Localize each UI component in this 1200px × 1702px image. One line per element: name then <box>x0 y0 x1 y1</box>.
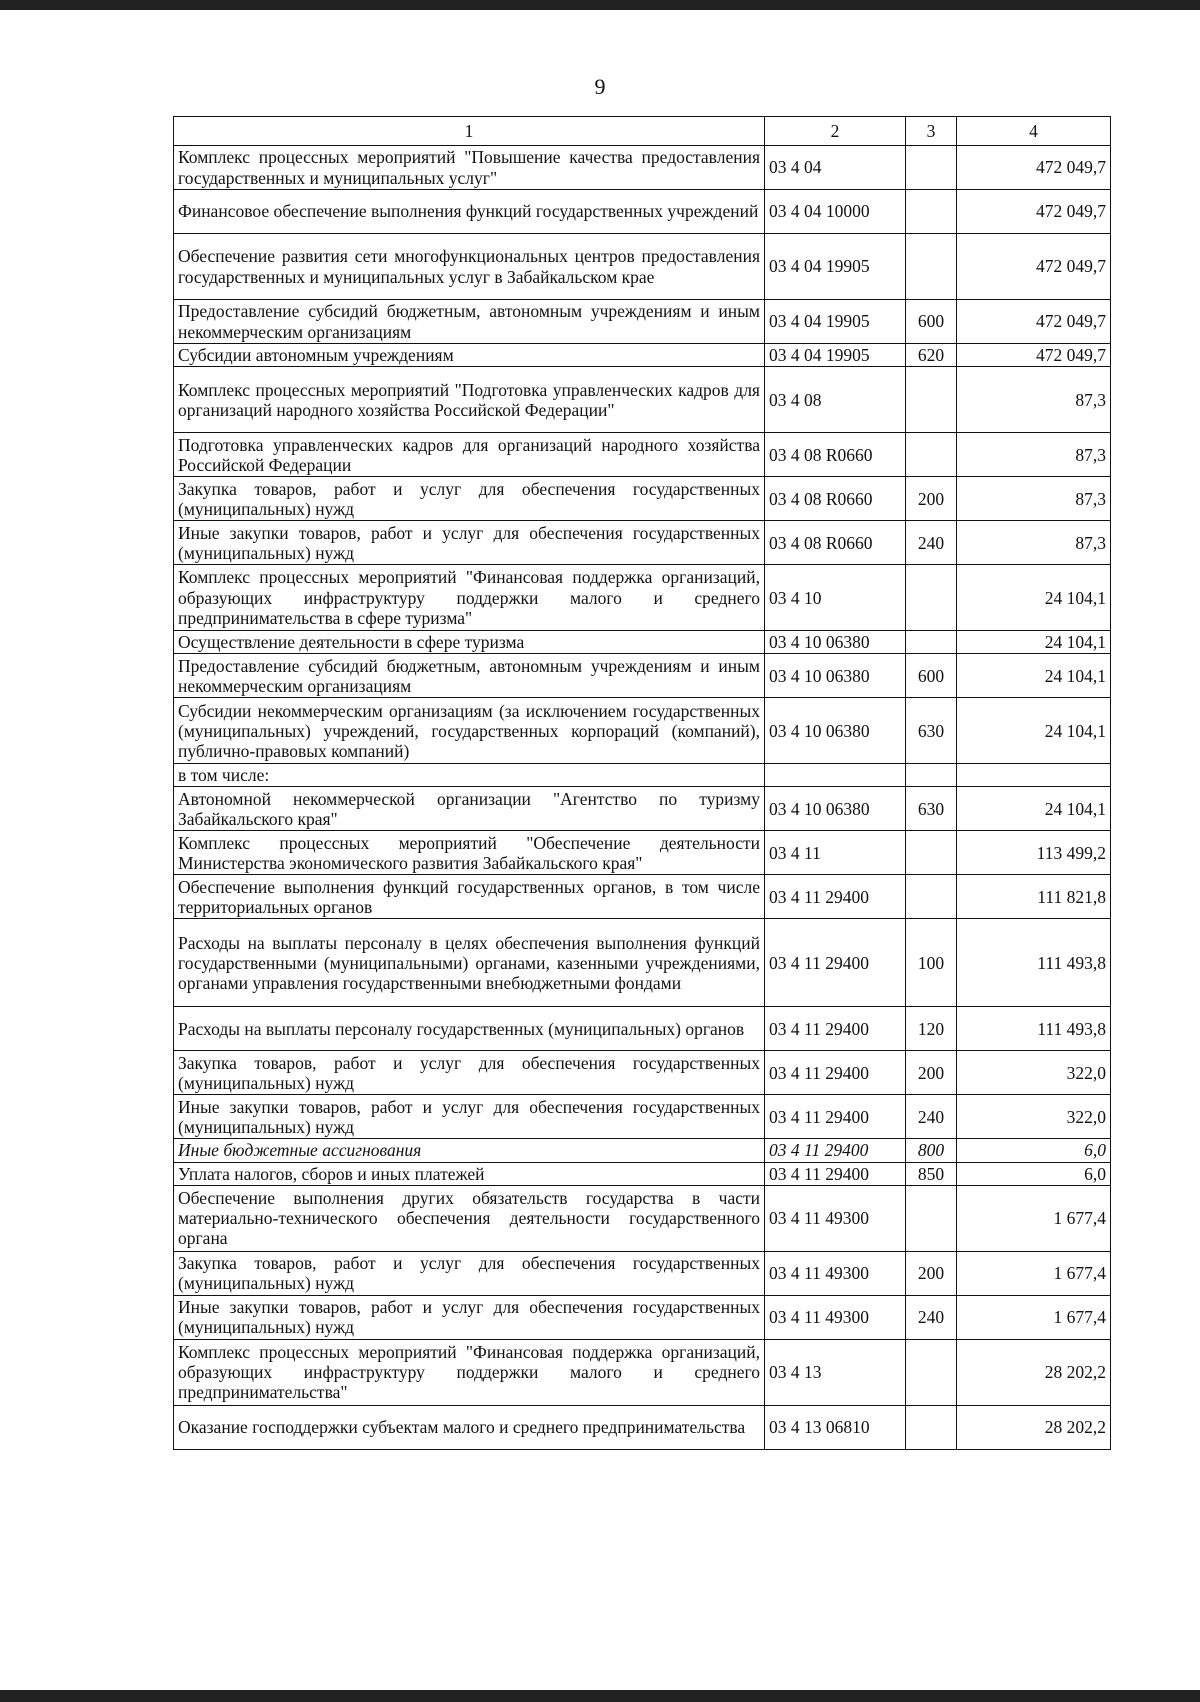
table-row <box>174 234 1111 300</box>
cell-amount: 111 493,8 <box>957 1007 1111 1051</box>
table-row <box>174 764 1111 787</box>
cell-code: 03 4 11 29400 <box>765 1051 906 1095</box>
column-header: 2 <box>765 117 906 146</box>
cell-code: 03 4 10 06380 <box>765 654 906 698</box>
cell-kind: 120 <box>906 1007 957 1051</box>
table-row <box>174 1162 1111 1185</box>
cell-kind: 600 <box>906 300 957 344</box>
cell-code: 03 4 08 R0660 <box>765 477 906 521</box>
cell-amount: 87,3 <box>957 477 1111 521</box>
cell-code: 03 4 10 06380 <box>765 698 906 764</box>
cell-kind <box>906 831 957 875</box>
cell-kind <box>906 764 957 787</box>
cell-name: Предоставление субсидий бюджетным, автономным учреждениям и иным некоммерческим организациям <box>174 300 765 344</box>
table-row <box>174 1185 1111 1251</box>
cell-name: Закупка товаров, работ и услуг для обеспечения государственных (муниципальных) нужд <box>174 1251 765 1295</box>
cell-kind <box>906 234 957 300</box>
cell-code: 03 4 11 29400 <box>765 1162 906 1185</box>
cell-code: 03 4 04 19905 <box>765 300 906 344</box>
cell-code: 03 4 08 R0660 <box>765 521 906 565</box>
cell-kind <box>906 1339 957 1405</box>
cell-code: 03 4 04 19905 <box>765 234 906 300</box>
table-row <box>174 698 1111 764</box>
table-row <box>174 1051 1111 1095</box>
table-row <box>174 1405 1111 1449</box>
cell-kind: 620 <box>906 344 957 367</box>
table-row <box>174 654 1111 698</box>
cell-name: Иные закупки товаров, работ и услуг для обеспечения государственных (муниципальных) нужд <box>174 1095 765 1139</box>
cell-name: Комплекс процессных мероприятий "Финансовая поддержка организаций, образующих инфраструктуру поддержки малого и среднего предпринимательства в сфере туризма" <box>174 565 765 631</box>
cell-kind <box>906 367 957 433</box>
cell-kind: 630 <box>906 698 957 764</box>
table-row <box>174 919 1111 1007</box>
cell-code: 03 4 11 29400 <box>765 919 906 1007</box>
cell-code: 03 4 11 49300 <box>765 1251 906 1295</box>
cell-amount: 111 821,8 <box>957 875 1111 919</box>
cell-kind: 100 <box>906 919 957 1007</box>
cell-kind <box>906 190 957 234</box>
scan-top-edge <box>0 0 1200 10</box>
cell-code: 03 4 11 49300 <box>765 1295 906 1339</box>
table-row <box>174 1251 1111 1295</box>
table-row <box>174 190 1111 234</box>
header-row <box>174 117 1111 146</box>
cell-amount: 24 104,1 <box>957 631 1111 654</box>
table-body <box>174 146 1111 1450</box>
cell-amount: 6,0 <box>957 1162 1111 1185</box>
cell-amount: 24 104,1 <box>957 654 1111 698</box>
cell-amount: 1 677,4 <box>957 1185 1111 1251</box>
cell-amount: 87,3 <box>957 433 1111 477</box>
table-row <box>174 565 1111 631</box>
table-row <box>174 521 1111 565</box>
table-row <box>174 433 1111 477</box>
cell-amount <box>957 764 1111 787</box>
cell-code: 03 4 11 29400 <box>765 875 906 919</box>
table-row <box>174 146 1111 190</box>
cell-amount: 28 202,2 <box>957 1339 1111 1405</box>
cell-amount: 472 049,7 <box>957 234 1111 300</box>
column-header: 3 <box>906 117 957 146</box>
cell-name: Оказание господдержки субъектам малого и среднего предпринимательства <box>174 1405 765 1449</box>
cell-kind <box>906 565 957 631</box>
budget-table <box>173 116 1111 1450</box>
cell-name: Субсидии автономным учреждениям <box>174 344 765 367</box>
cell-code: 03 4 11 <box>765 831 906 875</box>
cell-kind: 200 <box>906 1051 957 1095</box>
table-row <box>174 831 1111 875</box>
table-row <box>174 300 1111 344</box>
cell-amount: 24 104,1 <box>957 565 1111 631</box>
cell-kind: 200 <box>906 477 957 521</box>
cell-amount: 472 049,7 <box>957 344 1111 367</box>
cell-amount: 24 104,1 <box>957 698 1111 764</box>
cell-amount: 1 677,4 <box>957 1295 1111 1339</box>
cell-kind: 600 <box>906 654 957 698</box>
cell-amount: 322,0 <box>957 1095 1111 1139</box>
cell-amount: 472 049,7 <box>957 300 1111 344</box>
cell-code: 03 4 13 <box>765 1339 906 1405</box>
cell-kind <box>906 1185 957 1251</box>
cell-code: 03 4 10 <box>765 565 906 631</box>
page-number: 9 <box>594 74 606 99</box>
cell-name: Закупка товаров, работ и услуг для обеспечения государственных (муниципальных) нужд <box>174 477 765 521</box>
cell-name: Иные закупки товаров, работ и услуг для обеспечения государственных (муниципальных) нужд <box>174 521 765 565</box>
cell-code: 03 4 11 29400 <box>765 1139 906 1162</box>
cell-name: Иные бюджетные ассигнования <box>174 1139 765 1162</box>
cell-amount: 472 049,7 <box>957 190 1111 234</box>
table-row <box>174 1095 1111 1139</box>
cell-name: Обеспечение развития сети многофункциональных центров предоставления государственных и муниципальных услуг в Забайкальском крае <box>174 234 765 300</box>
cell-name: Субсидии некоммерческим организациям (за исключением государственных (муниципальных) учреждений, государственных корпораций (компаний), публично-правовых компаний) <box>174 698 765 764</box>
cell-name: Обеспечение выполнения функций государственных органов, в том числе территориальных органов <box>174 875 765 919</box>
cell-amount: 1 677,4 <box>957 1251 1111 1295</box>
column-header: 1 <box>174 117 765 146</box>
table-row <box>174 875 1111 919</box>
cell-kind <box>906 433 957 477</box>
cell-code: 03 4 11 29400 <box>765 1007 906 1051</box>
cell-code: 03 4 11 49300 <box>765 1185 906 1251</box>
table-row <box>174 344 1111 367</box>
cell-kind <box>906 1405 957 1449</box>
table-row <box>174 1339 1111 1405</box>
cell-code: 03 4 11 29400 <box>765 1095 906 1139</box>
cell-kind: 240 <box>906 1295 957 1339</box>
cell-code: 03 4 08 <box>765 367 906 433</box>
cell-kind: 800 <box>906 1139 957 1162</box>
cell-name: Комплекс процессных мероприятий "Повышение качества предоставления государственных и муниципальных услуг" <box>174 146 765 190</box>
cell-name: Комплекс процессных мероприятий "Подготовка управленческих кадров для организаций народного хозяйства Российской Федерации" <box>174 367 765 433</box>
cell-amount: 87,3 <box>957 521 1111 565</box>
cell-name: Иные закупки товаров, работ и услуг для обеспечения государственных (муниципальных) нужд <box>174 1295 765 1339</box>
cell-name: Финансовое обеспечение выполнения функций государственных учреждений <box>174 190 765 234</box>
table-row <box>174 1139 1111 1162</box>
cell-code: 03 4 04 <box>765 146 906 190</box>
cell-code: 03 4 10 06380 <box>765 631 906 654</box>
cell-name: Закупка товаров, работ и услуг для обеспечения государственных (муниципальных) нужд <box>174 1051 765 1095</box>
cell-code: 03 4 08 R0660 <box>765 433 906 477</box>
cell-code <box>765 764 906 787</box>
column-header: 4 <box>957 117 1111 146</box>
cell-amount: 472 049,7 <box>957 146 1111 190</box>
cell-kind: 240 <box>906 1095 957 1139</box>
cell-name: Осуществление деятельности в сфере туризма <box>174 631 765 654</box>
cell-code: 03 4 10 06380 <box>765 787 906 831</box>
cell-kind <box>906 631 957 654</box>
cell-name: Комплекс процессных мероприятий "Финансовая поддержка организаций, образующих инфраструктуру поддержки малого и среднего предпринимательства" <box>174 1339 765 1405</box>
cell-amount: 113 499,2 <box>957 831 1111 875</box>
cell-amount: 87,3 <box>957 367 1111 433</box>
table-row <box>174 631 1111 654</box>
cell-name: в том числе: <box>174 764 765 787</box>
cell-amount: 6,0 <box>957 1139 1111 1162</box>
cell-name: Подготовка управленческих кадров для организаций народного хозяйства Российской Федерации <box>174 433 765 477</box>
cell-amount: 28 202,2 <box>957 1405 1111 1449</box>
table-row <box>174 477 1111 521</box>
cell-code: 03 4 04 10000 <box>765 190 906 234</box>
cell-kind <box>906 875 957 919</box>
table-row <box>174 1007 1111 1051</box>
cell-name: Обеспечение выполнения других обязательств государства в части материально-технического обеспечения деятельности государственного органа <box>174 1185 765 1251</box>
cell-kind: 240 <box>906 521 957 565</box>
scan-bottom-edge <box>0 1690 1200 1702</box>
cell-kind <box>906 146 957 190</box>
cell-amount: 322,0 <box>957 1051 1111 1095</box>
cell-name: Автономной некоммерческой организации "Агентство по туризму Забайкальского края" <box>174 787 765 831</box>
cell-name: Расходы на выплаты персоналу государственных (муниципальных) органов <box>174 1007 765 1051</box>
table-row <box>174 787 1111 831</box>
cell-amount: 24 104,1 <box>957 787 1111 831</box>
cell-code: 03 4 04 19905 <box>765 344 906 367</box>
cell-name: Предоставление субсидий бюджетным, автономным учреждениям и иным некоммерческим организациям <box>174 654 765 698</box>
table-row <box>174 367 1111 433</box>
cell-name: Уплата налогов, сборов и иных платежей <box>174 1162 765 1185</box>
cell-kind: 200 <box>906 1251 957 1295</box>
cell-amount: 111 493,8 <box>957 919 1111 1007</box>
cell-kind: 630 <box>906 787 957 831</box>
cell-kind: 850 <box>906 1162 957 1185</box>
cell-code: 03 4 13 06810 <box>765 1405 906 1449</box>
table-row <box>174 1295 1111 1339</box>
cell-name: Комплекс процессных мероприятий "Обеспечение деятельности Министерства экономического развития Забайкальского края" <box>174 831 765 875</box>
cell-name: Расходы на выплаты персоналу в целях обеспечения выполнения функций государственными (муниципальными) органами, казенными учреждениями, органами управления государственными внебюджетными фондами <box>174 919 765 1007</box>
